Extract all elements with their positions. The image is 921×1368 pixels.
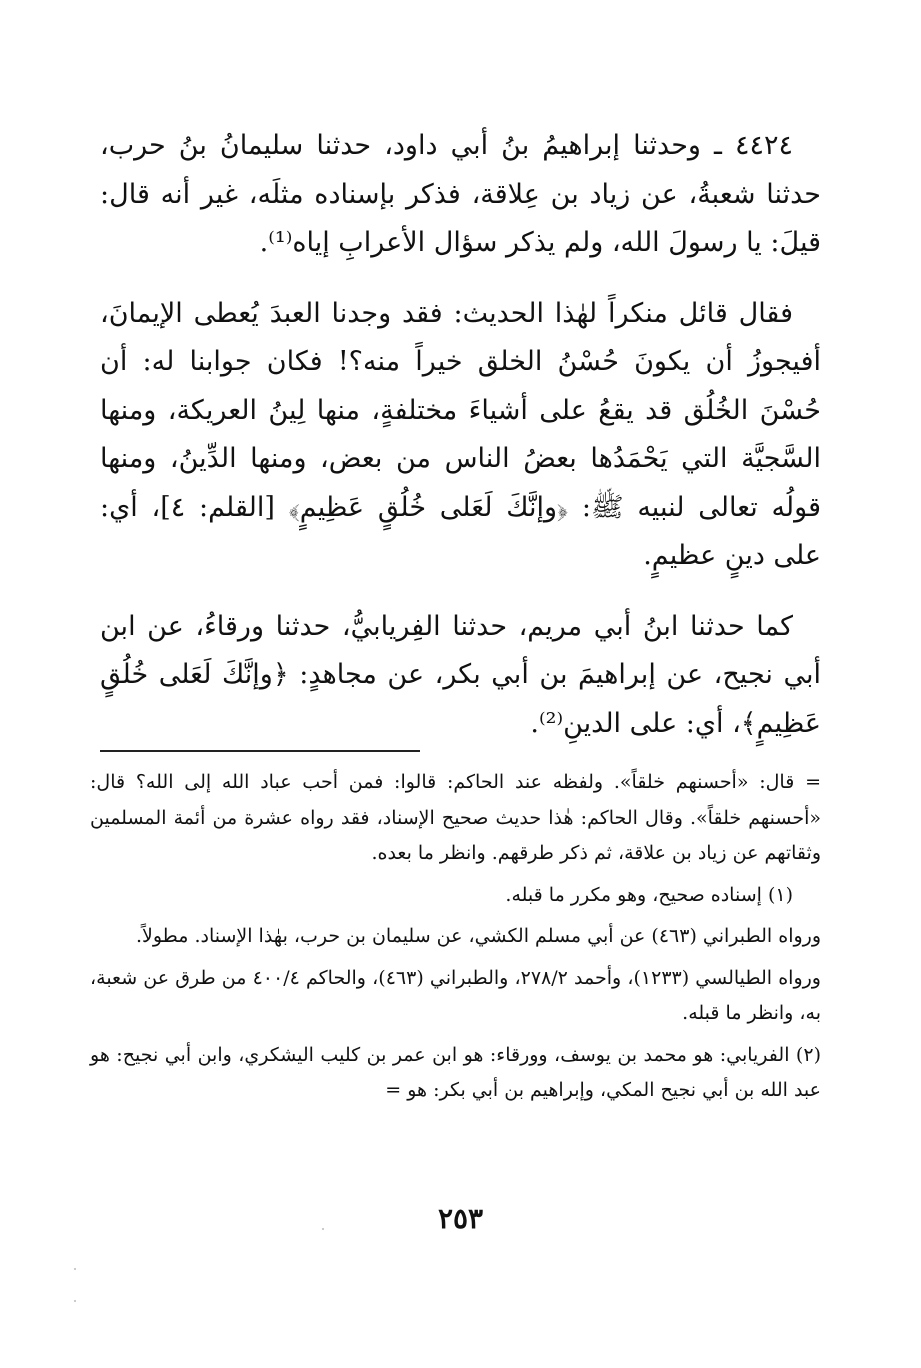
footnotes-section bbox=[90, 765, 821, 1115]
page-number: ٢٥٣ bbox=[437, 1202, 484, 1235]
hadith-paragraph-4424: ٤٤٢٤ ـ وحدثنا إبراهيمُ بنُ أبي داود، حدثنا سليمانُ بنُ حرب، حدثنا شعبةُ، عن زياد بن عِلاقة، فذكر بإسناده مثلَه، غير أنه قال: قيلَ: يا رسولَ الله، ولم يذكر سؤال الأعرابِ إياه⁽¹⁾. bbox=[100, 130, 821, 258]
scan-speck bbox=[322, 1228, 324, 1230]
footnote-continuation: = قال: «أحسنهم خلقاً». ولفظه عند الحاكم: قالوا: فمن أحب عباد الله إلى الله؟ قال: «أحسنهم خلقاً». وقال الحاكم: هٰذا حديث صحيح الإسناد، فقد رواه عشرة من أئمة المسلمين وثقاتهم عن زياد بن علاقة، ثم ذكر طرقهم. وانظر ما بعده. bbox=[90, 771, 821, 864]
scan-speck bbox=[74, 1268, 76, 1270]
footnote-separator bbox=[100, 750, 420, 752]
main-text-body bbox=[100, 122, 821, 770]
footnote-1-tabarani: ورواه الطبراني (٤٦٣) عن أبي مسلم الكشي، عن سليمان بن حرب، بهٰذا الإسناد. مطولاً. bbox=[135, 925, 821, 947]
footnote-2: (٢) الفريابي: هو محمد بن يوسف، وورقاء: هو ابن عمر بن كليب اليشكري، وابن أبي نجيح: هو عبد الله بن أبي نجيح المكي، وإبراهيم بن أبي بكر: هو = bbox=[90, 1043, 821, 1101]
footnote-1: (١) إسناده صحيح، وهو مكرر ما قبله. bbox=[505, 883, 793, 906]
supporting-narration-paragraph: كما حدثنا ابنُ أبي مريم، حدثنا الفِريابيُّ، حدثنا ورقاءُ، عن ابن أبي نجيح، عن إبراهيمَ بن أبي بكر، عن مجاهدٍ: ﴿وإنَّكَ لَعَلى خُلُقٍ عَظِيمٍ﴾، أي: على الدينِ⁽²⁾. bbox=[100, 610, 821, 739]
scan-speck bbox=[74, 1300, 76, 1302]
footnote-1-other-sources: ورواه الطيالسي (١٢٣٣)، وأحمد ٢٧٨/٢، والطبراني (٤٦٣)، والحاكم ٤٠٠/٤ من طرق عن شعبة، به، وانظر ما قبله. bbox=[90, 966, 821, 1024]
commentary-paragraph: فقال قائل منكراً لهٰذا الحديث: فقد وجدنا العبدَ يُعطى الإيمانَ، أفيجوزُ أن يكونَ حُسْنُ الخلق خيراً منه؟! فكان جوابنا له: أن حُسْنَ الخُلُق قد يقعُ على أشياءَ مختلفةٍ، منها لِينُ العريكة، ومنها السَّجيَّة التي يَحْمَدُها بعضُ الناس من بعض، ومنها الدِّينُ، ومنها قولُه تعالى لنبيه ﷺ: ﴿وإنَّكَ لَعَلى خُلُقٍ عَظِيمٍ﴾ [القلم: ٤]، أي: على دينٍ عظيمٍ. bbox=[100, 297, 822, 571]
